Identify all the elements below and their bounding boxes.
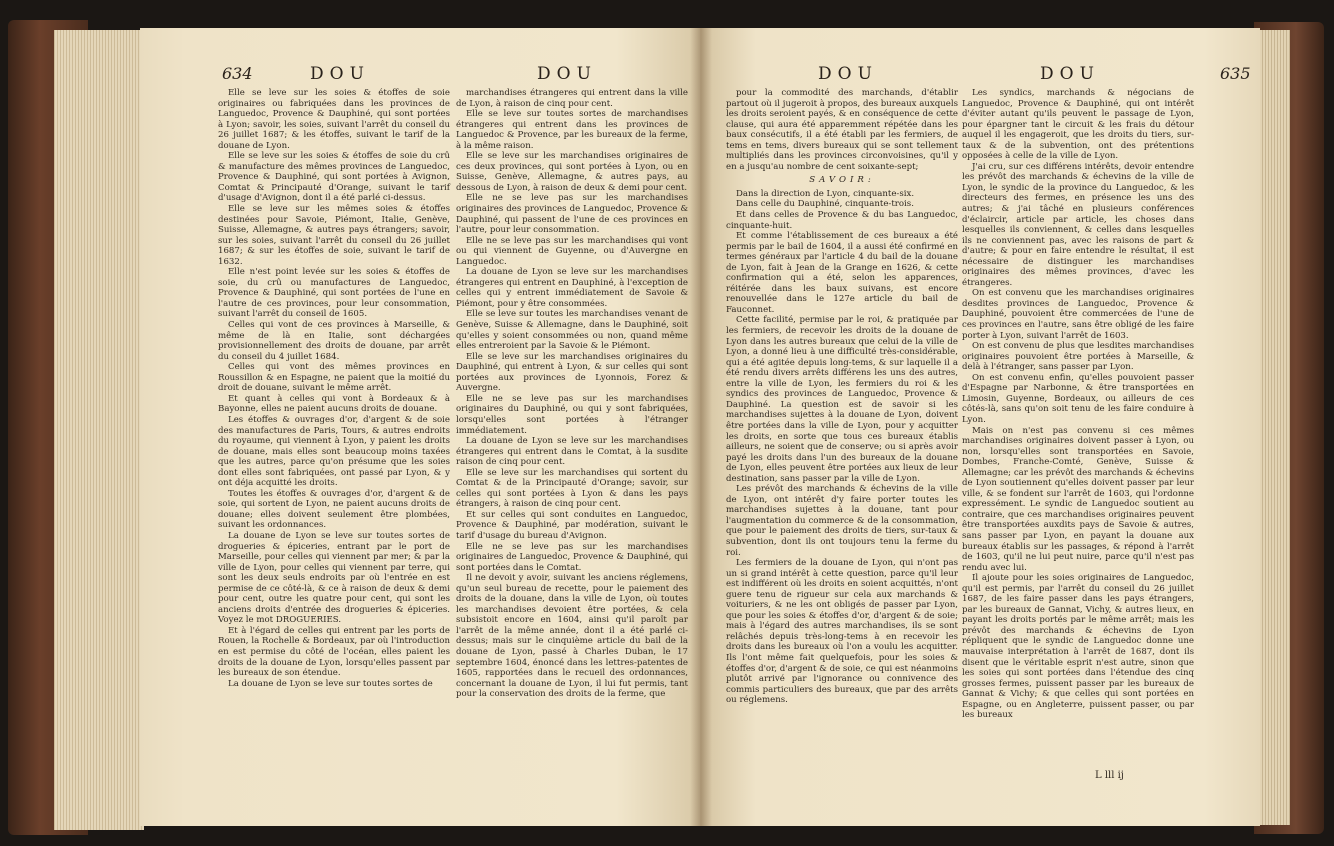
paragraph: Il ne devoit y avoir, suivant les anciens réglemens, qu'un seul bureau de recette, pour le paiement des droits de la douane, dans la ville de Lyon, où toutes les marchandises devoient être portées, & cela subsistoit encore en 1604, ainsi qu'il paroît par l'arrêt de la même année, dont il a été parlé ci-dessus; mais sur le cinquième article du bail de la douane de Lyon, passé à Charles Duban, le 17 septembre 1604, énoncé dans les lettres-patentes de 1605, rapportées dans le recueil des ordonnances, concernant la douane de Lyon, il lui fut permis, tant pour la conservation des droits de la ferme, que [456,573,688,700]
paragraph: Elle se leve sur les soies & étoffes de soie originaires ou fabriquées dans les provinces de Languedoc, Provence & Dauphiné, qui sont portées à Lyon; savoir, les soies, suivant l'arrêt du conseil du 26 juillet 1687; & les étoffes, suivant le tarif de la douane de Lyon. [218,88,450,151]
paragraph: Il ajoute pour les soies originaires de Languedoc, qu'il est permis, par l'arrêt du conseil du 26 juillet 1687, de les faire passer dans les pays étrangers, par les bureaux de Gannat, Vichy, & autres lieux, en payant les droits portés par le même arrêt; mais les prévôt des marchands & échevins de Lyon répliquent que le syndic de Languedoc donne une mauvaise interprétation à l'arrêt de 1687, dont ils disent que le véritable esprit n'est autre, sinon que les soies qui sont portées dans l'étendue des cinq grosses fermes, puissent passer par les bureaux de Gannat & Vichy; & que celles qui sont portées en Espagne, ou en Angleterre, puissent passer, ou par les bureaux [962,573,1194,721]
paragraph: Elle ne se leve pas sur les marchandises originaires du Dauphiné, ou qui y sont fabriquées, lorsqu'elles sont portées à l'étranger immédiatement. [456,393,688,436]
paragraph: Dans la direction de Lyon, cinquante-six. [736,188,915,199]
paragraph: Et quant à celles qui vont à Bordeaux & à Bayonne, elles ne paient aucuns droits de douane. [218,393,450,415]
paragraph: Et dans celles de Provence & du bas Languedoc, cinquante-huit. [726,210,958,231]
paragraph: Elle se leve sur les marchandises originaires de ces deux provinces, qui sont portées à Lyon, ou en Suisse, Genève, Allemagne, & autres pays, au dessous de Lyon, à raison de deux & demi pour cent. [456,151,688,193]
paragraph: La douane de Lyon se leve sur les marchandises étrangeres qui entrent dans le Comtat, à la susdite raison de cinq pour cent. [456,436,688,468]
left-page [140,28,700,826]
page-edges-left [54,30,144,830]
book-gutter [690,28,712,826]
paragraph: SAVOIR: [809,175,875,186]
page-number: 635 [1220,64,1251,83]
paragraph: Elle se leve sur les marchandises originaires du Dauphiné, qui entrent à Lyon, & sur celles qui sont portées aux provinces de Lyonnois, Forez & Auvergne. [456,351,688,394]
paragraph: Elle se leve sur les soies & étoffes de soie du crû & manufacture des mêmes provinces de Languedoc, Provence & Dauphiné, qui sont portées à Avignon, Comtat & Principauté d'Orange, suivant le tarif d'usage d'Avignon, dont il a été parlé ci-dessus. [218,151,450,204]
paragraph: Elle ne se leve pas sur les marchandises originaires de Languedoc, Provence & Dauphiné, qui sont portées dans le Comtat. [456,541,688,573]
paragraph: La douane de Lyon se leve sur les marchandises étrangeres qui entrent en Dauphiné, à l'exception de celles qui y entrent immédiatement de Savoie & Piémont, pour y être consommées. [456,267,688,309]
page-number: 634 [222,64,253,83]
paragraph: Elle n'est point levée sur les soies & étoffes de soie, du crû ou manufactures de Languedoc, Provence & Dauphiné, qui sont portées de l'une en l'autre de ces provinces, pour leur consommation, suivant l'arrêt du conseil de 1605. [218,267,450,320]
paragraph: Elle se leve sur toutes les marchandises venant de Genève, Suisse & Allemagne, dans le Dauphiné, soit qu'elles y soient consommées ou non, quand même elles entreroient par la Savoie & le Piémont. [456,309,688,352]
paragraph: Elle se leve sur les mêmes soies & étoffes destinées pour Savoie, Piémont, Italie, Genève, Suisse, Allemagne, & autres pays étrangers; savoir, sur les soies, suivant l'arrêt du conseil du 26 juillet 1687; & sur les étoffes de soie, suivant le tarif de 1632. [218,204,450,267]
paragraph: J'ai cru, sur ces différens intérêts, devoir entendre les prévôt des marchands & échevins de la ville de Lyon, le syndic de la province du Languedoc, & les directeurs des fermes, en présence les uns des autres; & j'ai tâché en plusieurs conférences d'éclaircir, article par article, les choses dans lesquelles ils conviennent, & celles dans lesquelles ils ne conviennent pas, avec les raisons de part & d'autre; & pour en faire entendre le résultat, il est nécessaire de distinguer les marchandises originaires des mêmes provinces, d'avec les étrangeres. [962,161,1194,288]
paragraph: Elle ne se leve pas sur les marchandises qui vont ou qui viennent de Guyenne, ou d'Auvergne en Languedoc. [456,235,688,267]
paragraph: pour la commodité des marchands, d'établir partout où il jugeroit à propos, des bureaux auxquels les droits seroient payés, & en conséquence de cette clause, qui aura été apparemment répétée dans les baux consécutifs, il a été établi par les fermiers, de tems en tems, divers bureaux qui se sont tellement multipliés dans les provinces circonvoisines, qu'il y en a jusqu'au nombre de cent soixante-sept; [726,88,958,172]
running-header-right: DOU [1040,64,1100,84]
text-column-1 [218,88,450,689]
paragraph: Et sur celles qui sont conduites en Languedoc, Provence & Dauphiné, par modération, suivant le tarif d'usage du bureau d'Avignon. [456,509,688,541]
paragraph: marchandises étrangeres qui entrent dans la ville de Lyon, à raison de cinq pour cent. [456,88,688,109]
paragraph: Celles qui vont des mêmes provinces en Roussillon & en Espagne, ne paient que la moitié du droit de douane, suivant le même arrêt. [218,362,450,394]
paragraph: Les étoffes & ouvrages d'or, d'argent & de soie des manufactures de Paris, Tours, & autres endroits du royaume, qui viennent à Lyon, y paient les droits de douane, mais elles sont beaucoup moins taxées que les autres, parce qu'on présume que les soies dont elles sont fabriquées, ont passé par Lyon, & y ont déja acquitté les droits. [218,414,450,489]
signature-mark: L lll ij [1095,770,1124,781]
running-header-left: DOU [310,64,370,84]
paragraph: Mais on n'est pas convenu si ces mêmes marchandises originaires doivent passer à Lyon, ou non, lorsqu'elles sont transportées en Savoie, Dombes, Franche-Comté, Genève, Suisse & Allemagne; car les prévôt des marchands & échevins de Lyon soutiennent qu'elles doivent passer par leur ville, & se fondent sur l'arrêt de 1603, qui l'ordonne expressément. Le syndic de Languedoc soutient au contraire, que ces marchandises originaires peuvent être transportées auxdits pays de Savoie & autres, sans passer par Lyon, en payant la douane aux bureaux établis sur les passages, & répond à l'arrêt de 1603, qu'il ne lui peut nuire, parce qu'il n'est pas rendu avec lui. [962,425,1194,573]
paragraph: Toutes les étoffes & ouvrages d'or, d'argent & de soie, qui sortent de Lyon, ne paient aucuns droits de douane; elles doivent seulement être plombées, suivant les ordonnances. [218,488,450,531]
paragraph: Elle se leve sur toutes sortes de marchandises étrangeres qui entrent dans les provinces de Languedoc & Provence, par les bureaux de la ferme, à la même raison. [456,109,688,151]
paragraph: Les prévôt des marchands & échevins de la ville de Lyon, ont intérêt d'y faire porter toutes les marchandises sujettes à la douane, tant pour l'augmentation du commerce & de la consommation, que pour le paiement des droits de tiers, sur-taux & subvention, dont ils ont toujours tenu la ferme du roi. [726,484,958,558]
paragraph: Dans celle du Dauphiné, cinquante-trois. [736,199,914,210]
paragraph: On est convenu de plus que lesdites marchandises originaires pouvoient être portées à Marseille, & delà à l'étranger, sans passer par Lyon. [962,341,1194,373]
paragraph: On est convenu enfin, qu'elles pouvoient passer d'Espagne par Narbonne, & être transportées en Limosin, Guyenne, Bordeaux, ou ailleurs de ces côtés-là, sans qu'on soit tenu de les faire conduire à Lyon. [962,372,1194,425]
paragraph: Cette facilité, permise par le roi, & pratiquée par les fermiers, de recevoir les droits de la douane de Lyon dans les autres bureaux que celui de la ville de Lyon, a donné lieu à une difficulté très-considérable, qui a été agitée depuis long-tems, & sur laquelle il a été rendu divers arrêts différens les uns des autres, entre la ville de Lyon, les fermiers du roi & les syndics des provinces de Languedoc, Provence & Dauphiné. La question est de savoir si les marchandises sujettes à la douane de Lyon, doivent être portées dans la ville de Lyon, pour y acquitter les droits, en sorte que tous ces bureaux établis ailleurs, ne soient que de conserve; ou si après avoir payé les droits dans l'un des bureaux de la douane de Lyon, elles peuvent être portées aux lieux de leur destination, sans passer par la ville de Lyon. [726,315,958,484]
running-header-right: DOU [537,64,597,84]
text-column-2 [456,88,688,700]
paragraph: Les fermiers de la douane de Lyon, qui n'ont pas un si grand intérêt à cette question, parce qu'il leur est indifférent où les droits en soient acquittés, n'ont guere tenu de rigueur sur cela aux marchands & voituriers, & ne les ont obligés de passer par Lyon, que pour les soies & étoffes d'or, d'argent & de soie; mais à l'égard des autres marchandises, ils se sont relâchés depuis très-long-tems à en recevoir les droits dans les bureaux où l'on a voulu les acquitter. Ils l'ont même fait quelquefois, pour les soies & étoffes d'or, d'argent & de soie, ce qui est néanmoins plutôt arrivé par l'ignorance ou connivence des commis particuliers des bureaux, que par des arrêts ou réglemens. [726,558,958,706]
paragraph: On est convenu que les marchandises originaires desdites provinces de Languedoc, Provence & Dauphiné, pouvoient être commercées de l'une de ces provinces en l'autre, sans être obligé de les faire porter à Lyon, suivant l'arrêt de 1603. [962,288,1194,341]
text-column-2 [962,88,1194,721]
paragraph: Et à l'égard de celles qui entrent par les ports de Rouen, la Rochelle & Bordeaux, par où l'introduction en est permise du côté de l'océan, elles paient les droits de la douane de Lyon, lorsqu'elles passent par les bureaux de son étendue. [218,625,450,679]
running-header-left: DOU [818,64,878,84]
right-page [700,28,1260,826]
text-column-1 [726,88,958,706]
paragraph: Elle ne se leve pas sur les marchandises originaires des provinces de Languedoc, Provence & Dauphiné, qui passent de l'une de ces provinces en l'autre, pour leur consommation. [456,193,688,236]
paragraph: Les syndics, marchands & négocians de Languedoc, Provence & Dauphiné, qui ont intérêt d'éviter autant qu'ils peuvent le passage de Lyon, pour épargner tant le circuit & les frais du détour auquel il les engageroit, que les droits du tiers, sur-taux & de la subvention, ont des prétentions opposées à celle de la ville de Lyon. [962,88,1194,162]
paragraph: Celles qui vont de ces provinces à Marseille, & même de là en Italie, sont déchargées provisionnellement des droits de douane, par arrêt du conseil du 4 juillet 1684. [218,320,450,362]
paragraph: Elle se leve sur les marchandises qui sortent du Comtat & de la Principauté d'Orange; savoir, sur celles qui sont portées à Lyon & dans les pays étrangers, à raison de cinq pour cent. [456,467,688,510]
paragraph: La douane de Lyon se leve sur toutes sortes de [228,678,433,689]
paragraph: Et comme l'établissement de ces bureaux a été permis par le bail de 1604, il a aussi été confirmé en termes généraux par l'article 4 du bail de la douane de Lyon, fait à Jean de la Grange en 1626, & cette confirmation qui a été, selon les apparences, réitérée dans les baux suivans, est encore renouvellée dans le 127e article du bail de Fauconnet. [726,231,958,315]
paragraph: La douane de Lyon se leve sur toutes sortes de drogueries & épiceries, entrant par le port de Marseille, pour celles qui viennent par mer; & par la ville de Lyon, pour celles qui viennent par terre, qui sont les deux seuls endroits par où l'entrée en est permise de ce côté-là, & ce à raison de deux & demi pour cent, outre les quatre pour cent, qui sont les anciens droits d'entrée des drogueries & épiceries. Voyez le mot DROGUERIES. [218,530,450,626]
